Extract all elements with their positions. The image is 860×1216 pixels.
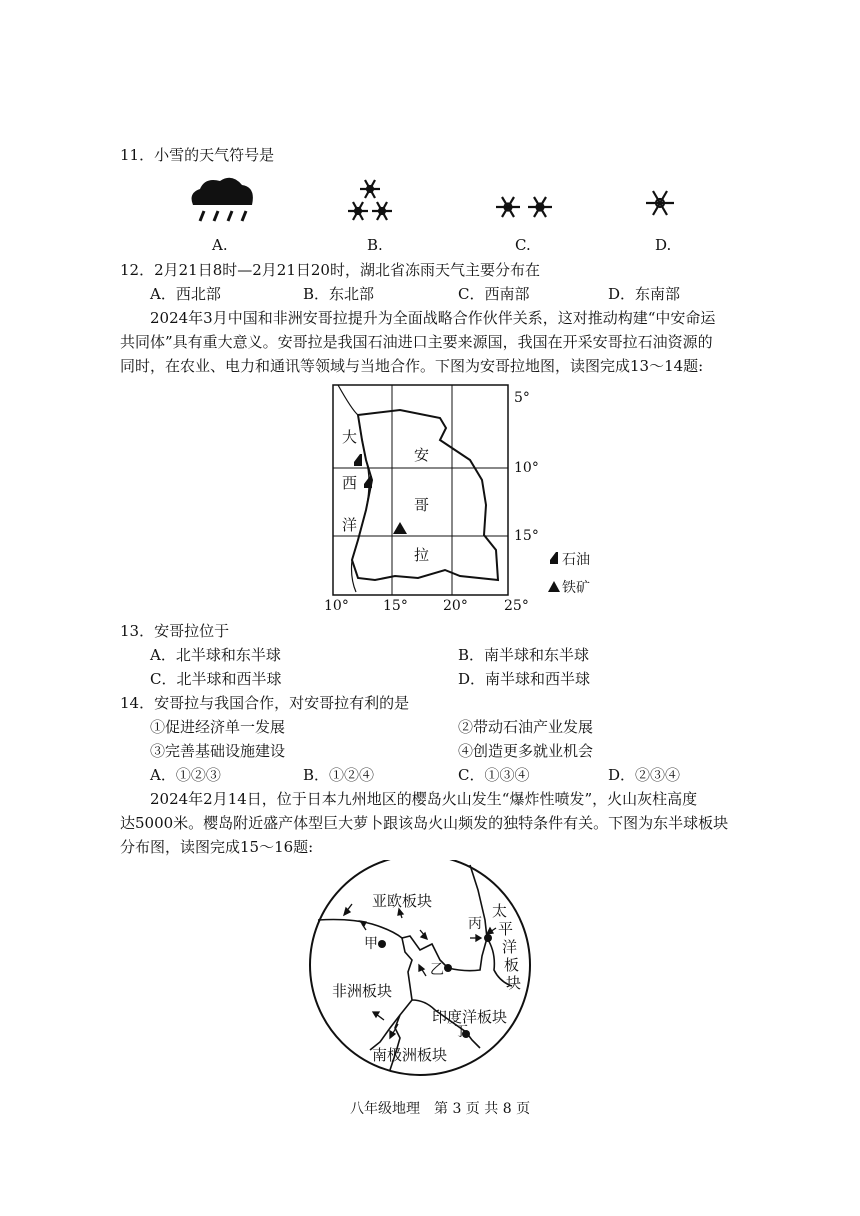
q12-stem: 12．2月21日8时—2月21日20时，湖北省冻雨天气主要分布在 bbox=[120, 261, 540, 279]
point-yi bbox=[444, 964, 452, 972]
point-label: 甲 bbox=[364, 936, 378, 952]
indian-plate-label: 印度洋板块 bbox=[432, 1008, 508, 1026]
legend-oil-label: 石油 bbox=[562, 552, 590, 568]
q11-icons bbox=[0, 175, 860, 255]
passage1-line-1: 2024年3月中国和非洲安哥拉提升为全面战略合作伙伴关系，这对推动构建“中安命运 bbox=[150, 309, 716, 327]
african-plate-label: 非洲板块 bbox=[332, 982, 393, 1000]
single-snowflake-icon bbox=[646, 191, 674, 215]
q12-option-d: D．东南部 bbox=[608, 285, 681, 303]
q13-stem: 13．安哥拉位于 bbox=[120, 622, 230, 640]
pacific-char: 板 bbox=[504, 956, 520, 974]
page-footer: 八年级地理 第 3 页 共 8 页 bbox=[350, 1101, 531, 1117]
q11-label-a: A. bbox=[212, 236, 228, 254]
q14-option-c: C．①③④ bbox=[458, 766, 530, 784]
q12-option-c: C．西南部 bbox=[458, 285, 530, 303]
q13-option-c: C．北半球和西半球 bbox=[150, 670, 282, 688]
ocean-char: 大 bbox=[342, 428, 358, 446]
point-bing bbox=[484, 934, 492, 942]
q14-option-d: D．②③④ bbox=[608, 766, 681, 784]
lon-label: 10° bbox=[324, 598, 349, 614]
ocean-char: 洋 bbox=[342, 516, 358, 534]
plate-map bbox=[0, 860, 860, 1080]
angola-map bbox=[0, 380, 860, 620]
point-jia bbox=[378, 940, 386, 948]
passage2-line-2: 达5000米。樱岛附近盛产体型巨大萝卜跟该岛火山频发的独特条件有关。下图为东半球板块 bbox=[120, 814, 729, 832]
q11-stem: 11．小雪的天气符号是 bbox=[120, 146, 275, 164]
lat-label: 10° bbox=[514, 460, 539, 476]
q14-stem: 14．安哥拉与我国合作，对安哥拉有利的是 bbox=[120, 694, 410, 712]
q12-option-a: A．西北部 bbox=[150, 285, 221, 303]
q13-option-b: B．南半球和东半球 bbox=[458, 646, 590, 664]
q13-option-d: D．南半球和西半球 bbox=[458, 670, 591, 688]
passage2-line-3: 分布图，读图完成15～16题: bbox=[120, 838, 314, 856]
q11-label-b: B. bbox=[367, 236, 383, 254]
point-label: 乙 bbox=[430, 962, 444, 978]
q11-label-c: C. bbox=[515, 236, 531, 254]
legend-oil-icon bbox=[550, 552, 558, 564]
lon-label: 15° bbox=[383, 598, 408, 614]
oil-symbol bbox=[354, 454, 362, 466]
country-char: 安 bbox=[414, 446, 430, 464]
lat-label: 5° bbox=[514, 390, 530, 406]
passage1-line-3: 同时，在农业、电力和通讯等领域与当地合作。下图为安哥拉地图，读图完成13～14题: bbox=[120, 357, 704, 375]
pacific-char: 块 bbox=[506, 974, 522, 992]
passage2-line-1: 2024年2月14日，位于日本九州地区的樱岛火山发生“爆炸性喷发”，火山灰柱高度 bbox=[150, 790, 698, 808]
q14-statement-4: ④创造更多就业机会 bbox=[458, 742, 594, 760]
passage1-line-2: 共同体”具有重大意义。安哥拉是我国石油进口主要来源国，我国在开采安哥拉石油资源的 bbox=[120, 333, 713, 351]
q14-option-a: A．①②③ bbox=[150, 766, 221, 784]
eurasian-plate-label: 亚欧板块 bbox=[372, 892, 433, 910]
q11-label-d: D. bbox=[655, 236, 672, 254]
antarctic-plate-label: 南极洲板块 bbox=[372, 1046, 448, 1064]
pacific-char: 洋 bbox=[502, 938, 518, 956]
legend-iron-icon bbox=[548, 581, 560, 592]
rain-cloud-icon bbox=[192, 178, 253, 221]
lon-label: 25° bbox=[504, 598, 529, 614]
q14-statement-2: ②带动石油产业发展 bbox=[458, 718, 594, 736]
oil-symbol bbox=[364, 476, 372, 488]
country-char: 拉 bbox=[414, 546, 430, 564]
triple-snowflake-icon bbox=[348, 180, 392, 220]
pacific-char: 平 bbox=[498, 920, 514, 938]
q13-option-a: A．北半球和东半球 bbox=[150, 646, 281, 664]
lon-label: 20° bbox=[443, 598, 468, 614]
point-label: 丙 bbox=[468, 916, 482, 932]
q14-statement-3: ③完善基础设施建设 bbox=[150, 742, 286, 760]
q14-statement-1: ①促进经济单一发展 bbox=[150, 718, 286, 736]
ocean-char: 西 bbox=[342, 474, 358, 492]
double-snowflake-icon bbox=[496, 197, 552, 217]
q12-option-b: B．东北部 bbox=[303, 285, 375, 303]
lat-label: 15° bbox=[514, 528, 539, 544]
pacific-char: 太 bbox=[492, 902, 508, 920]
iron-symbol bbox=[393, 522, 407, 534]
q14-option-b: B．①②④ bbox=[303, 766, 375, 784]
point-label: 丁 bbox=[454, 1024, 468, 1040]
country-char: 哥 bbox=[414, 496, 430, 514]
legend-iron-label: 铁矿 bbox=[562, 580, 590, 596]
